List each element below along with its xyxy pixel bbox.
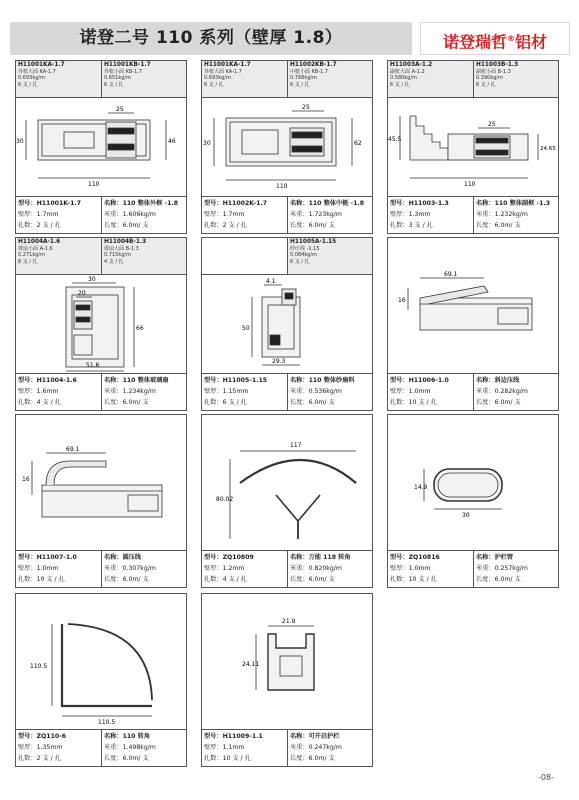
name-value: 110 整体纱扇料 [308, 377, 355, 384]
product-card [387, 237, 559, 411]
profile-drawing [16, 275, 186, 373]
page-title: 诺登二号 110 系列（壁厚 1.8） [79, 28, 343, 48]
weight-value: 0.247kg/m [308, 744, 342, 751]
spec-table [388, 196, 558, 234]
name-label: 名称： [476, 554, 495, 561]
sub-part-right [288, 61, 372, 97]
name-value: 110 整体副框 -1.3 [494, 200, 551, 207]
thickness-label: 壁厚： [18, 744, 37, 751]
sub-part-line: 0.271kg/m [18, 252, 45, 259]
dimension-label: 25 [302, 104, 310, 111]
brand-suffix: 铝材 [515, 32, 548, 52]
model-label: 型号： [390, 200, 409, 207]
dimension-label: 46 [168, 138, 176, 145]
sub-part-line: 副框大面 A-1.2 [390, 69, 425, 75]
spec-table [16, 729, 186, 767]
product-card [201, 593, 373, 767]
model-value: ZQ10816 [408, 554, 440, 561]
profile-drawing [202, 415, 372, 550]
length-value: 6.0m/ 支 [308, 399, 335, 406]
name-value: 万能 118 转角 [308, 554, 351, 561]
name-value: 110 整体中梃 -1.8 [308, 200, 365, 207]
weight-label: 米重： [290, 388, 309, 395]
sub-part-code: H11001KA-1.7 [18, 62, 65, 68]
sub-part-line: 6 支 / 扎 [104, 81, 124, 88]
weight-label: 米重： [290, 565, 309, 572]
dimension-label: 4.1 [266, 278, 276, 285]
sub-part-left [202, 238, 288, 274]
weight-label: 米重： [104, 744, 123, 751]
name-value: 110 整体玻璃扇 [122, 377, 169, 384]
weight-value: 0.536kg/m [308, 388, 342, 395]
bundle-value: 10 支 / 扎 [408, 576, 437, 583]
name-value: 110 整体外框 -1.8 [122, 200, 179, 207]
name-label: 名称： [104, 377, 123, 384]
profile-drawing [202, 594, 372, 729]
thickness-label: 壁厚： [204, 744, 223, 751]
dimension-label: 29.3 [272, 358, 286, 365]
sub-part-code: H11003B-1.3 [476, 62, 519, 68]
sub-part-line: 0.084kg/m [290, 252, 317, 259]
dimension-label: 110.5 [98, 719, 116, 726]
length-label: 长度： [290, 755, 309, 762]
profile-drawing [16, 98, 186, 196]
dimension-label: 69.1 [66, 446, 80, 453]
length-value: 6.0m/ 支 [494, 399, 521, 406]
product-card [387, 60, 559, 234]
bundle-label: 扎数： [18, 399, 37, 406]
bundle-value: 3 支 / 扎 [408, 222, 433, 229]
length-value: 6.0m/ 支 [308, 576, 335, 583]
bundle-value: 4 支 / 扎 [36, 399, 61, 406]
sub-part-line: 0.768kg/m [290, 75, 317, 82]
name-value: 可开启护栏 [308, 733, 340, 740]
spec-table [388, 373, 558, 411]
model-value: H11004-1.6 [36, 377, 77, 384]
dimension-label: 21.9 [282, 618, 296, 625]
thickness-value: 1.2mm [222, 565, 245, 572]
model-value: H11006-1.0 [408, 377, 449, 384]
thickness-value: 1.3mm [408, 211, 431, 218]
profile-drawing [388, 238, 558, 373]
name-label: 名称： [476, 377, 495, 384]
sub-part-line: 6 支 / 扎 [290, 258, 310, 265]
product-card [15, 237, 187, 411]
length-label: 长度： [104, 399, 123, 406]
product-card [201, 60, 373, 234]
profile-drawing [202, 98, 372, 196]
bundle-value: 2 支 / 扎 [36, 755, 61, 762]
bundle-label: 扎数： [204, 755, 223, 762]
weight-value: 1.606kg/m [122, 211, 156, 218]
sub-part-line: 玻扇小面 A-1.6 [18, 246, 53, 252]
product-card [387, 414, 559, 588]
model-label: 型号： [204, 733, 223, 740]
sub-part-code: H11001KA-1.7 [204, 62, 251, 68]
dimension-label: 30 [88, 276, 96, 283]
weight-value: 0.257kg/m [494, 565, 528, 572]
dimension-label: 69.1 [444, 271, 458, 278]
bundle-label: 扎数： [204, 222, 223, 229]
dimension-label: 50 [242, 325, 250, 332]
bundle-value: 10 支 / 扎 [408, 399, 437, 406]
dimension-label: 62 [354, 140, 362, 147]
spec-table [202, 550, 372, 588]
sub-part-header [202, 61, 372, 98]
model-label: 型号： [390, 377, 409, 384]
weight-label: 米重： [290, 211, 309, 218]
weight-value: 1.234kg/m [122, 388, 156, 395]
sub-part-line: 纱压线 -1.15 [290, 246, 320, 252]
sub-part-right [474, 61, 558, 97]
name-label: 名称： [104, 200, 123, 207]
sub-part-line: 外框大面 KA-1.7 [204, 69, 242, 75]
thickness-label: 壁厚： [18, 211, 37, 218]
weight-label: 米重： [476, 565, 495, 572]
name-label: 名称： [290, 554, 309, 561]
sub-part-right [102, 238, 186, 274]
dimension-label: 25 [488, 121, 496, 128]
bundle-value: 10 支 / 扎 [36, 576, 65, 583]
sub-part-right [288, 238, 372, 274]
weight-value: 1.723kg/m [308, 211, 342, 218]
model-label: 型号： [390, 554, 409, 561]
sub-part-left [16, 238, 102, 274]
length-label: 长度： [290, 576, 309, 583]
model-value: ZQ10809 [222, 554, 254, 561]
name-label: 名称： [290, 733, 309, 740]
spec-table [16, 373, 186, 411]
sub-part-line: 0.693kg/m [204, 75, 231, 82]
sub-part-line: 外框大面 KA-1.7 [18, 69, 56, 75]
bundle-value: 2 支 / 扎 [36, 222, 61, 229]
bundle-label: 扎数： [204, 576, 223, 583]
length-label: 长度： [290, 222, 309, 229]
profile-drawing [202, 275, 372, 373]
weight-value: 1.232kg/m [494, 211, 528, 218]
sub-part-line: 6 支 / 扎 [390, 81, 410, 88]
thickness-value: 1.0mm [408, 565, 431, 572]
thickness-label: 壁厚： [204, 211, 223, 218]
thickness-label: 壁厚： [390, 211, 409, 218]
product-card [15, 60, 187, 234]
thickness-label: 壁厚： [390, 565, 409, 572]
length-label: 长度： [476, 576, 495, 583]
dimension-label: 30 [203, 140, 211, 147]
weight-value: 0.307kg/m [122, 565, 156, 572]
sub-part-left [388, 61, 474, 97]
bundle-value: 4 支 / 扎 [222, 576, 247, 583]
registered-mark: ® [507, 34, 515, 43]
sub-part-line: 副框小面 B-1.3 [476, 69, 511, 75]
bundle-value: 10 支 / 扎 [222, 755, 251, 762]
sub-part-line: 玻扇大面 B-1.3 [104, 246, 139, 252]
thickness-value: 1.7mm [36, 211, 59, 218]
name-value: 110 转角 [122, 733, 151, 740]
bundle-label: 扎数： [204, 399, 223, 406]
profile-drawing [16, 594, 186, 729]
thickness-value: 1.7mm [222, 211, 245, 218]
sub-part-line: 6 支 / 扎 [204, 81, 224, 88]
sub-part-header [202, 238, 372, 275]
length-value: 6.0m/ 支 [494, 576, 521, 583]
profile-drawing [388, 98, 558, 196]
bundle-label: 扎数： [18, 222, 37, 229]
sub-part-left [202, 61, 288, 97]
weight-value: 1.498kg/m [122, 744, 156, 751]
dimension-label: 117 [290, 442, 302, 449]
bundle-value: 2 支 / 扎 [222, 222, 247, 229]
sub-part-header [16, 61, 186, 98]
spec-table [202, 196, 372, 234]
length-value: 6.0m/ 支 [308, 222, 335, 229]
bundle-label: 扎数： [18, 576, 37, 583]
length-label: 长度： [104, 755, 123, 762]
product-card [201, 237, 373, 411]
name-value: 护栏管 [494, 554, 514, 561]
length-value: 6.0m/ 支 [122, 399, 149, 406]
model-label: 型号： [18, 733, 37, 740]
dimension-label: 16 [22, 476, 30, 483]
weight-label: 米重： [476, 388, 495, 395]
bundle-value: 6 支 / 扎 [222, 399, 247, 406]
model-label: 型号： [204, 554, 223, 561]
sub-part-code: H11002KB-1.7 [290, 62, 337, 68]
name-value: 圆压线 [122, 554, 142, 561]
length-label: 长度： [104, 576, 123, 583]
length-label: 长度： [290, 399, 309, 406]
length-label: 长度： [476, 399, 495, 406]
model-value: H11007-1.0 [36, 554, 77, 561]
thickness-value: 1.35mm [36, 744, 63, 751]
sub-part-line: 0.651kg/m [104, 75, 131, 82]
dimension-label: 80.02 [216, 496, 234, 503]
spec-table [16, 196, 186, 234]
length-value: 6.0m/ 支 [122, 755, 149, 762]
dimension-label: 24.65 [540, 146, 556, 152]
dimension-label: 110.5 [30, 663, 48, 670]
product-card [201, 414, 373, 588]
dimension-label: 14.9 [414, 484, 428, 491]
dimension-label: 110 [464, 181, 476, 188]
model-value: H11009-1.1 [222, 733, 263, 740]
thickness-label: 壁厚： [18, 388, 37, 395]
sub-part-code: H11004A-1.6 [18, 239, 61, 245]
model-label: 型号： [204, 377, 223, 384]
sub-part-line: 0.693kg/m [18, 75, 45, 82]
dimension-label: 110 [88, 181, 100, 188]
sub-part-line: 中梃小面 KB-1.7 [290, 69, 329, 75]
thickness-value: 1.1mm [222, 744, 245, 751]
thickness-value: 1.0mm [36, 565, 59, 572]
weight-value: 0.282kg/m [494, 388, 528, 395]
thickness-value: 1.15mm [222, 388, 249, 395]
thickness-label: 壁厚： [204, 388, 223, 395]
model-label: 型号： [204, 200, 223, 207]
weight-label: 米重： [104, 565, 123, 572]
model-value: ZQ110-6 [36, 733, 67, 740]
length-value: 6.0m/ 支 [122, 222, 149, 229]
page-header [10, 22, 412, 55]
spec-table [16, 550, 186, 588]
dimension-label: 66 [136, 325, 144, 332]
profile-drawing [388, 415, 558, 550]
sub-part-header [388, 61, 558, 98]
product-card [15, 414, 187, 588]
sub-part-left [16, 61, 102, 97]
name-label: 名称： [104, 733, 123, 740]
weight-label: 米重： [104, 211, 123, 218]
sub-part-line: 0.390kg/m [476, 75, 503, 82]
length-value: 6.0m/ 支 [494, 222, 521, 229]
thickness-label: 壁厚： [204, 565, 223, 572]
thickness-label: 壁厚： [390, 388, 409, 395]
spec-table [202, 729, 372, 767]
bundle-label: 扎数： [390, 222, 409, 229]
sub-part-line: 0.715kg/m [104, 252, 131, 259]
length-value: 6.0m/ 支 [122, 576, 149, 583]
dimension-label: 30 [462, 512, 470, 519]
model-value: H11005-1.15 [222, 377, 268, 384]
page-number: -08- [538, 773, 554, 782]
model-value: H11002K-1.7 [222, 200, 268, 207]
sub-part-code: H11003A-1.2 [390, 62, 433, 68]
model-label: 型号： [18, 554, 37, 561]
sub-part-code: H11004B-1.3 [104, 239, 147, 245]
dimension-label: 25 [116, 106, 124, 113]
weight-label: 米重： [104, 388, 123, 395]
name-label: 名称： [104, 554, 123, 561]
dimension-label: 24.11 [242, 661, 260, 668]
sub-part-header [16, 238, 186, 275]
spec-table [388, 550, 558, 588]
model-value: H11003-1.3 [408, 200, 449, 207]
sub-part-line: 6 支 / 扎 [476, 81, 496, 88]
name-label: 名称： [290, 377, 309, 384]
length-label: 长度： [476, 222, 495, 229]
dimension-label: 20 [78, 290, 86, 297]
sub-part-line: 6 支 / 扎 [290, 81, 310, 88]
thickness-value: 1.6mm [36, 388, 59, 395]
bundle-label: 扎数： [390, 399, 409, 406]
model-label: 型号： [18, 200, 37, 207]
profile-drawing [16, 415, 186, 550]
dimension-label: 110 [276, 183, 288, 190]
name-label: 名称： [476, 200, 495, 207]
weight-label: 米重： [290, 744, 309, 751]
sub-part-code: H11005A-1.15 [290, 239, 337, 245]
length-value: 6.0m/ 支 [308, 755, 335, 762]
sub-part-line: 外框小面 KB-1.7 [104, 69, 143, 75]
sub-part-right [102, 61, 186, 97]
dimension-label: 51.6 [86, 362, 100, 369]
name-label: 名称： [290, 200, 309, 207]
brand-logo [420, 22, 570, 55]
bundle-label: 扎数： [390, 576, 409, 583]
dimension-label: 30 [16, 138, 24, 145]
spec-table [202, 373, 372, 411]
brand-name: 诺登瑞哲 [442, 32, 507, 52]
bundle-label: 扎数： [18, 755, 37, 762]
name-value: 斜边压线 [494, 377, 520, 384]
length-label: 长度： [104, 222, 123, 229]
sub-part-line: 4 支 / 扎 [104, 258, 124, 265]
weight-value: 0.820kg/m [308, 565, 342, 572]
thickness-value: 1.0mm [408, 388, 431, 395]
sub-part-line: 0.580kg/m [390, 75, 417, 82]
sub-part-code: H11001KB-1.7 [104, 62, 151, 68]
model-label: 型号： [18, 377, 37, 384]
thickness-label: 壁厚： [18, 565, 37, 572]
dimension-label: 45.5 [388, 136, 402, 143]
sub-part-line: 6 支 / 扎 [18, 81, 38, 88]
model-value: H11001K-1.7 [36, 200, 82, 207]
product-card [15, 593, 187, 767]
weight-label: 米重： [476, 211, 495, 218]
dimension-label: 16 [398, 297, 406, 304]
sub-part-line: 8 支 / 扎 [18, 258, 38, 265]
